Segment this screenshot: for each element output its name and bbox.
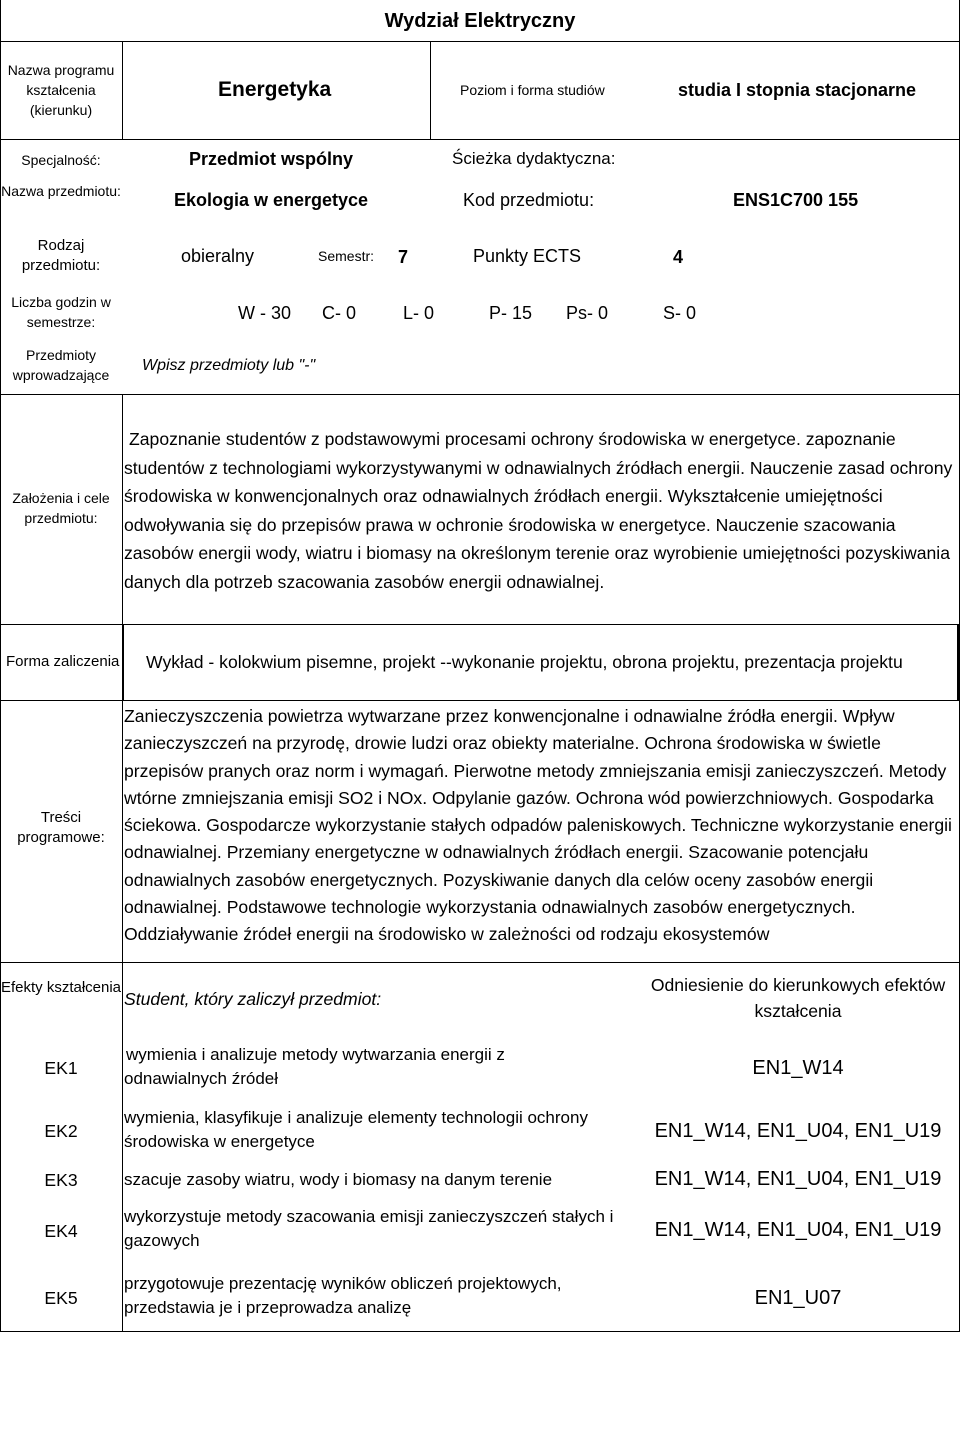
assessment-value: Wykład - kolokwium pisemne, projekt --wykonanie projektu, obrona projektu, prezentacja projektu	[146, 652, 903, 672]
outcome-id: EK5	[44, 1288, 78, 1308]
student-label: Student, który zaliczył przedmiot:	[124, 989, 382, 1009]
code-label: Kod przedmiotu:	[463, 190, 595, 210]
program-label: Nazwa programu kształcenia (kierunku)	[7, 62, 115, 118]
outcome-ref: EN1_U07	[754, 1287, 842, 1309]
outcome-text: szacuje zasoby wiatru, wody i biomasy na danym terenie	[124, 1170, 553, 1189]
grid-line	[122, 394, 123, 625]
grid-line	[0, 1331, 960, 1332]
hours-label: Liczba godzin w semestrze:	[11, 294, 111, 330]
ects-label: Punkty ECTS	[473, 246, 582, 266]
grid-line	[122, 700, 123, 963]
hours-seminar-project: Ps- 0	[566, 303, 609, 323]
ects-value: 4	[673, 247, 684, 267]
content-label: Treści programowe:	[17, 809, 105, 846]
program-value: Energetyka	[218, 78, 332, 101]
prereq-label: Przedmioty wprowadzające	[12, 347, 110, 383]
outcome-text: wykorzystuje metody szacowania emisji zanieczyszczeń stałych i gazowych	[124, 1207, 614, 1250]
semester-label: Semestr:	[318, 248, 375, 264]
hours-lecture: W - 30	[238, 303, 292, 323]
grid-line	[122, 41, 123, 140]
outcome-id: EK1	[44, 1058, 78, 1078]
prereq-value: Wpisz przedmioty lub "-"	[142, 357, 316, 374]
outcome-id: EK3	[44, 1170, 78, 1190]
grid-line	[122, 962, 123, 1332]
grid-line	[0, 394, 960, 395]
outcome-ref: EN1_W14, EN1_U04, EN1_U19	[654, 1168, 942, 1190]
outcome-id: EK4	[44, 1221, 78, 1241]
outcome-text: przygotowuje prezentację wyników obliczeń projektowych, przedstawia je i przeprowadza analizę	[124, 1274, 562, 1317]
type-value: obieralny	[181, 246, 255, 266]
hours-seminar: S- 0	[663, 303, 697, 323]
type-label: Rodzaj przedmiotu:	[21, 237, 101, 274]
outcome-ref: EN1_W14, EN1_U04, EN1_U19	[654, 1219, 942, 1241]
hours-classes: C- 0	[322, 303, 357, 323]
ref-label: Odniesienie do kierunkowych efektów kształcenia	[650, 975, 946, 1021]
grid-line	[0, 962, 960, 963]
outcome-text: wymienia, klasyfikuje i analizuje elementy technologii ochrony środowiska w energetyce	[124, 1108, 588, 1151]
code-value: ENS1C700 155	[733, 190, 859, 210]
outcomes-label: Efekty kształcenia	[0, 979, 122, 996]
outcome-ref: EN1_W14	[752, 1057, 844, 1079]
subject-label: Nazwa przedmiotu:	[1, 183, 121, 199]
goals-text: Zapoznanie studentów z podstawowymi procesami ochrony środowiska w energetyce. zapoznanie studentów z technologiami wykorzystywanymi w odnawialnych źródłach energii. Nauczenie zasad ochrony środowiska w konwencjonalnych oraz odnawialnych źródłach energii. Wykształcenie umiejętności odwoływania się do przepisów prawa w ochronie środowiska w energetyce. Nauczenie szacowania zasobów energii wody, wiatru i biomasy na określonym terenie oraz wyrobienie umiejętności pozyskiwania danych dla potrzeb szacowania zasobów energii odnawialnej.	[124, 429, 953, 592]
grid-line	[0, 139, 960, 140]
subject-value: Ekologia w energetyce	[174, 190, 369, 210]
hours-project: P- 15	[489, 303, 533, 323]
grid-line	[430, 41, 431, 140]
level-label: Poziom i forma studiów	[460, 82, 605, 98]
page-title: Wydział Elektryczny	[384, 10, 576, 32]
semester-value: 7	[398, 247, 409, 267]
goals-label: Założenia i cele przedmiotu:	[12, 490, 110, 526]
specialty-value: Przedmiot wspólny	[189, 149, 354, 169]
content-text: Zanieczyszczenia powietrza wytwarzane przez konwencjonalne i odnawialne źródła energii. Wpływ zanieczyszczeń na przyrodę, drowie ludzi oraz obiekty materialne. Ochrona środowiska w świetle przepisów pranych oraz norm i wymagań. Pierwotne metody zmniejszania emisji zanieczyszczeń. Metody wtórne zmniejszania emisji SO2 i NOx. Odpylanie gazów. Ochrona wód powierzchniowych. Gospodarka ściekowa. Gospodarcze wykorzystanie stałych odpadów paleniskowych. Techniczne wykorzystanie energii odnawialnej. Przemiany energetyczne w odnawialnych źródłach energii. Szacowanie potencjału odnawialnych zasobów energetycznych. Pozyskiwanie danych dla celów oceny zasobów energii odnawialnej. Podstawowe technologie wykorzystania odnawialnych zasobów energetycznych. Oddziaływanie źródeł energii na środowisko w zależności od rodzaju ekosystemów	[124, 706, 952, 945]
assessment-label: Forma zaliczenia	[6, 653, 120, 670]
outcome-text: wymienia i analizuje metody wytwarzania energii z odnawialnych źródeł	[124, 1045, 505, 1088]
outcome-ref: EN1_W14, EN1_U04, EN1_U19	[654, 1120, 942, 1142]
path-label: Ścieżka dydaktyczna:	[452, 149, 616, 168]
outcome-id: EK2	[44, 1121, 78, 1141]
hours-lab: L- 0	[403, 303, 435, 323]
specialty-label: Specjalność:	[21, 152, 101, 168]
level-value: studia I stopnia stacjonarne	[678, 80, 917, 100]
grid-line	[0, 41, 960, 42]
